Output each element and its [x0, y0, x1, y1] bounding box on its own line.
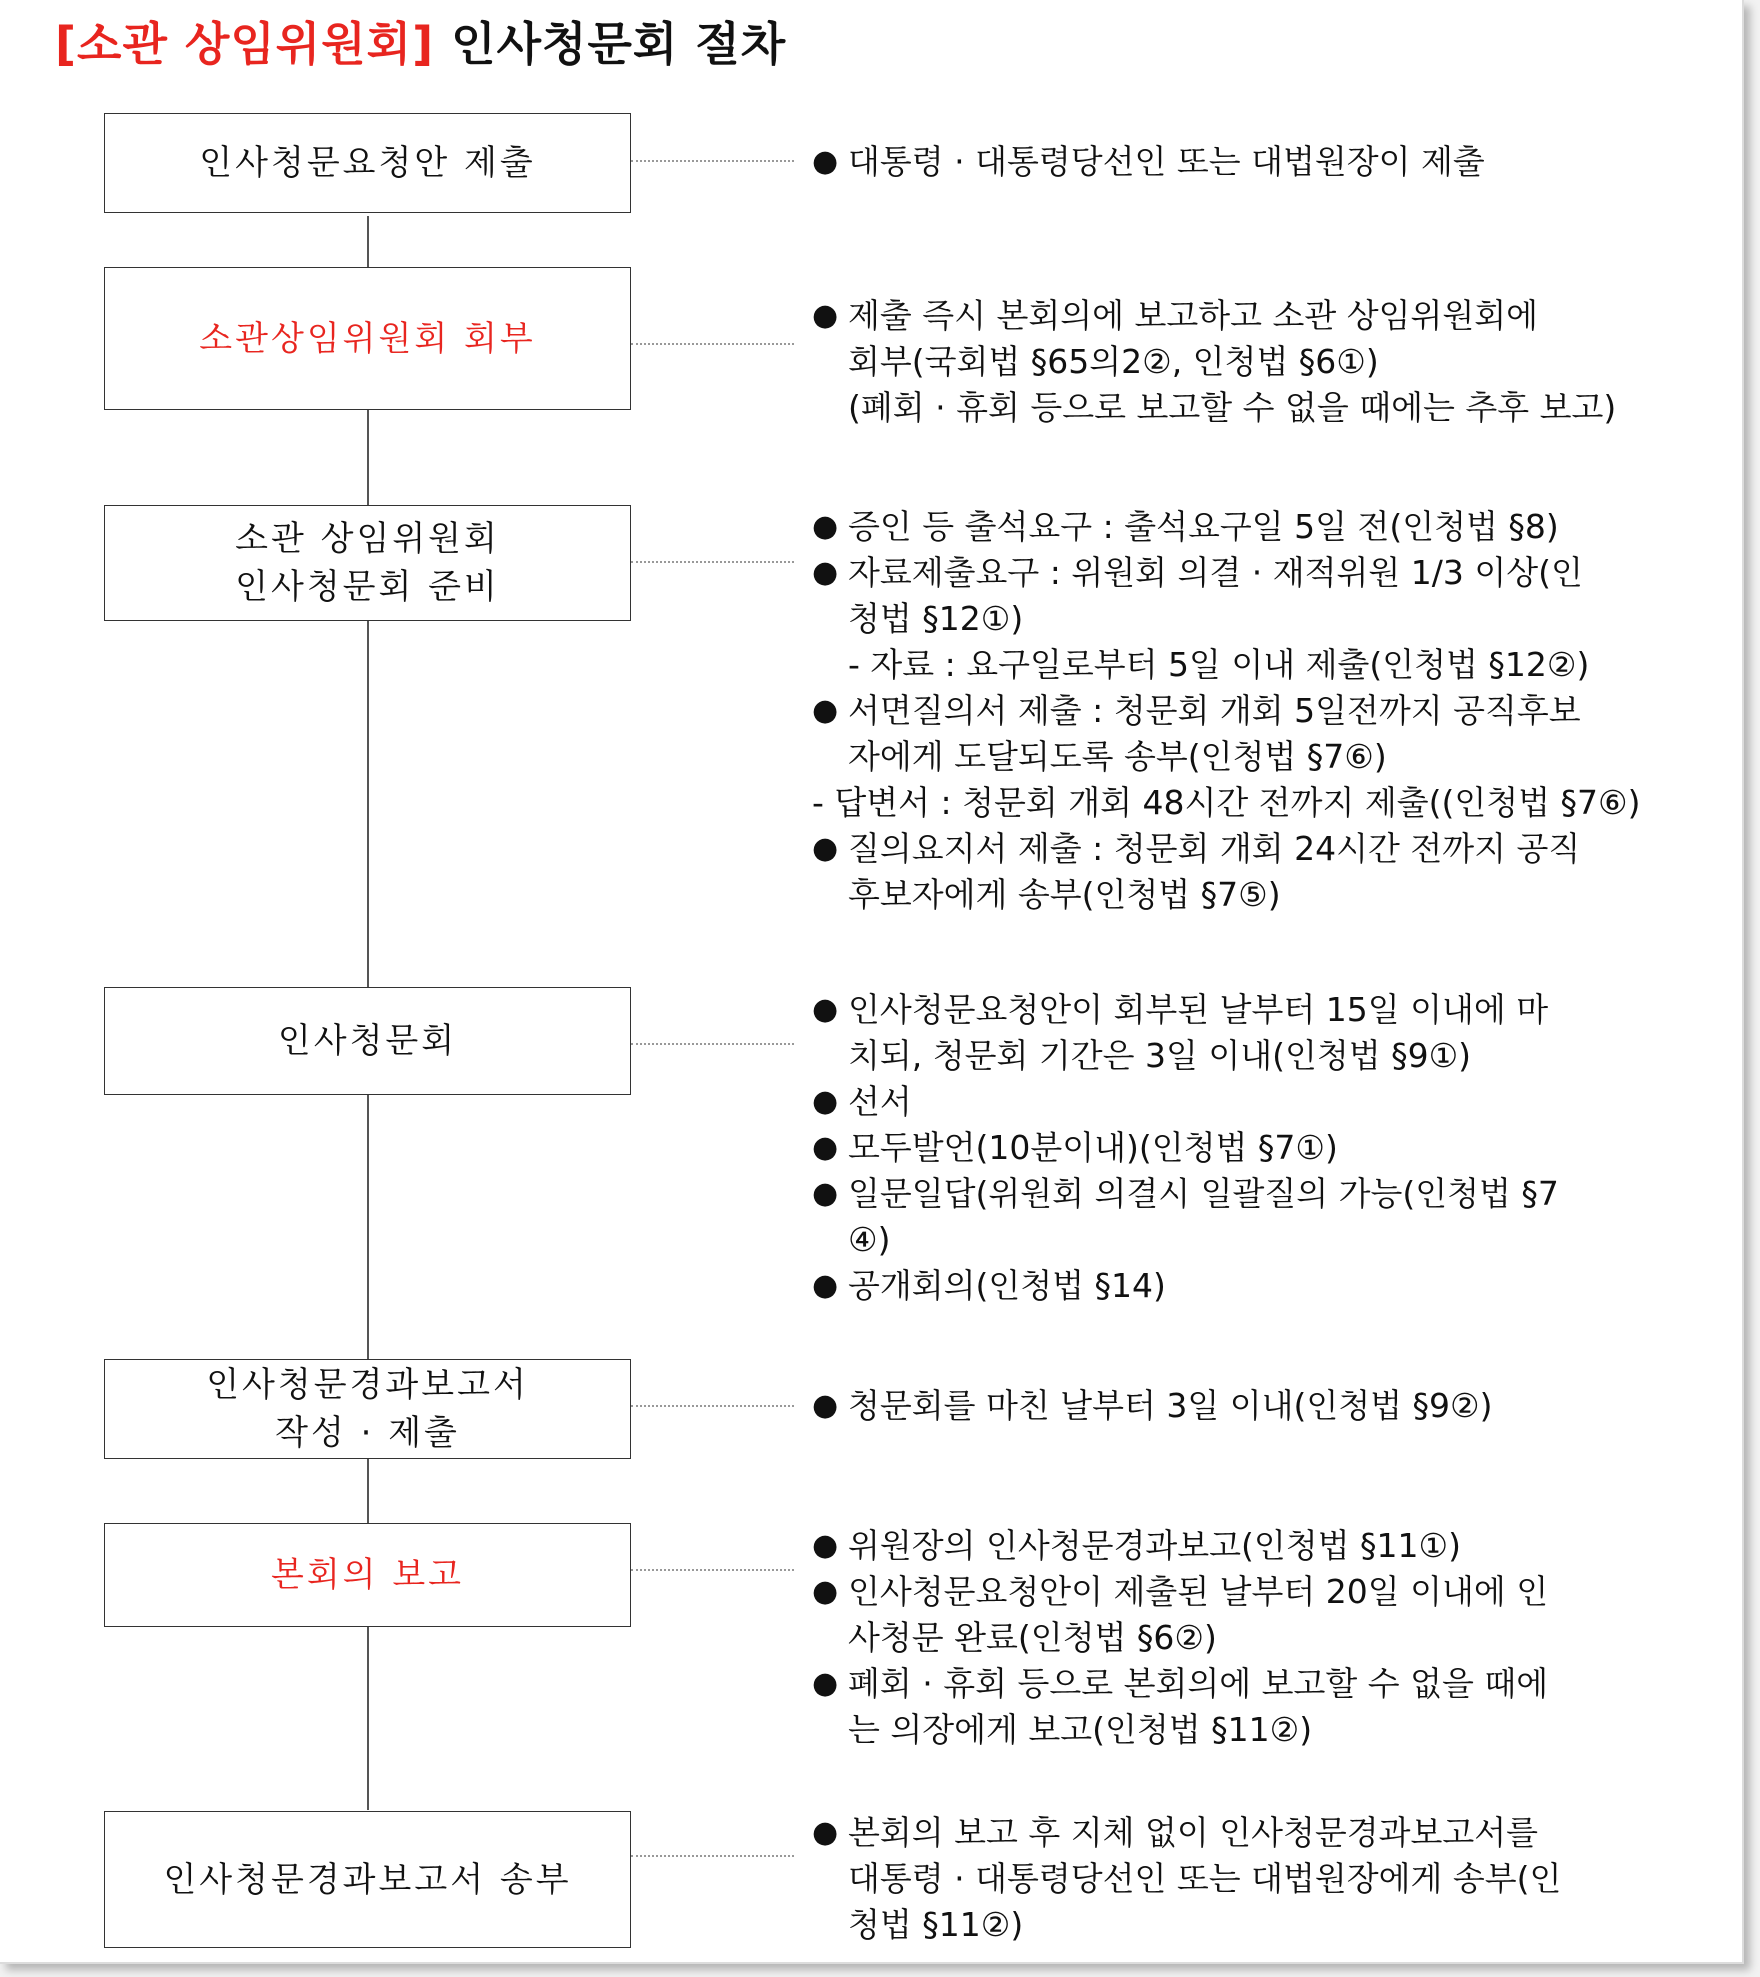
note-item	[812, 1125, 1684, 1171]
bullet-icon: ●	[812, 831, 839, 866]
note-line: 폐회 · 휴회 등으로 본회의에 보고할 수 없을 때에	[848, 1664, 1549, 1703]
note-line: 치되, 청문회 기간은 3일 이내(인청법 §9①)	[848, 1036, 1472, 1075]
note-item	[812, 688, 1684, 780]
bullet-icon: ●	[812, 144, 839, 179]
bullet-icon: ●	[812, 1268, 839, 1303]
title-main: 인사청문회 절차	[451, 17, 787, 71]
note-line: 자료제출요구 : 위원회 의결 · 재적위원 1/3 이상(인	[848, 553, 1583, 592]
note-line: 대통령 · 대통령당선인 또는 대법원장이 제출	[848, 142, 1485, 181]
note-line: 는 의장에게 보고(인청법 §11②)	[848, 1710, 1313, 1749]
step-label: 인사청문경과보고서 송부	[163, 1859, 572, 1900]
bullet-icon: ●	[812, 1176, 839, 1211]
step-box-plenary-report	[104, 1523, 631, 1627]
note-item	[812, 1079, 1684, 1125]
bullet-icon: ●	[812, 992, 839, 1027]
note-item	[812, 780, 1684, 826]
dotted-leader	[631, 160, 794, 162]
note-line: 청법 §11②)	[848, 1905, 1024, 1944]
bullet-icon: ●	[812, 1130, 839, 1165]
bullet-icon: ●	[812, 1084, 839, 1119]
note-line: 자에게 도달되도록 송부(인청법 §7⑥)	[848, 737, 1387, 776]
step-notes-report-delivery	[812, 1810, 1684, 1948]
note-item	[812, 1810, 1684, 1948]
bullet-icon: ●	[812, 1815, 839, 1850]
dotted-leader	[631, 1405, 794, 1407]
note-line: 대통령 · 대통령당선인 또는 대법원장에게 송부(인	[848, 1859, 1562, 1898]
note-item	[812, 139, 1684, 185]
note-line: 청문회를 마친 날부터 3일 이내(인청법 §9②)	[848, 1386, 1493, 1425]
bullet-icon: ●	[812, 1388, 839, 1423]
dotted-leader	[631, 343, 794, 345]
note-item	[812, 1661, 1684, 1753]
step-box-report-delivery	[104, 1811, 631, 1948]
step-notes-plenary-report	[812, 1523, 1684, 1753]
bullet-icon: ●	[812, 693, 839, 728]
step-notes-report-writing	[812, 1383, 1684, 1429]
step-label: 소관상임위원회 회부	[199, 318, 536, 359]
bullet-icon: ●	[812, 1666, 839, 1701]
note-item	[812, 293, 1684, 431]
dotted-leader	[631, 1569, 794, 1571]
note-line: 증인 등 출석요구 : 출석요구일 5일 전(인청법 §8)	[848, 507, 1559, 546]
note-line: 서면질의서 제출 : 청문회 개회 5일전까지 공직후보	[848, 691, 1581, 730]
bullet-icon: ●	[812, 509, 839, 544]
note-item	[812, 1383, 1684, 1429]
step-box-hearing	[104, 987, 631, 1095]
note-line: - 자료 : 요구일로부터 5일 이내 제출(인청법 §12②)	[848, 645, 1590, 684]
note-line: 청법 §12①)	[848, 599, 1024, 638]
page-title	[55, 8, 786, 74]
step-box-report-writing	[104, 1359, 631, 1459]
bullet-icon: ●	[812, 1574, 839, 1609]
step-notes-referral	[812, 293, 1684, 431]
step-notes-hearing	[812, 987, 1684, 1309]
note-line: 회부(국회법 §65의2②, 인청법 §6①)	[848, 342, 1379, 381]
note-line: (폐회 · 휴회 등으로 보고할 수 없을 때에는 추후 보고)	[848, 388, 1617, 427]
dotted-leader	[631, 1855, 794, 1857]
note-line: 공개회의(인청법 §14)	[848, 1266, 1166, 1305]
note-line: 사청문 완료(인청법 §6②)	[848, 1618, 1217, 1657]
note-item	[812, 642, 1684, 688]
note-line: 질의요지서 제출 : 청문회 개회 24시간 전까지 공직	[848, 829, 1581, 868]
step-label: 작성 · 제출	[275, 1413, 460, 1453]
step-label: 본회의 보고	[270, 1555, 465, 1595]
step-label: 인사청문회 준비	[235, 567, 500, 607]
step-box-submit	[104, 113, 631, 213]
note-line: - 답변서 : 청문회 개회 48시간 전까지 제출((인청법 §7⑥)	[812, 783, 1641, 822]
step-notes-submit	[812, 139, 1684, 185]
note-item	[812, 1171, 1684, 1263]
note-item	[812, 1569, 1684, 1661]
step-box-referral	[104, 267, 631, 410]
note-line: 위원장의 인사청문경과보고(인청법 §11①)	[848, 1526, 1461, 1565]
note-item	[812, 1263, 1684, 1309]
dotted-leader	[631, 561, 794, 563]
bullet-icon: ●	[812, 298, 839, 333]
note-line: 선서	[848, 1082, 912, 1121]
step-box-preparation	[104, 505, 631, 621]
note-line: ④)	[848, 1220, 891, 1259]
note-line: 인사청문요청안이 제출된 날부터 20일 이내에 인	[848, 1572, 1549, 1611]
note-line: 모두발언(10분이내)(인청법 §7①)	[848, 1128, 1338, 1167]
note-item	[812, 504, 1684, 550]
note-line: 후보자에게 송부(인청법 §7⑤)	[848, 875, 1281, 914]
step-label: 인사청문경과보고서	[206, 1365, 529, 1405]
bullet-icon: ●	[812, 555, 839, 590]
note-line: 본회의 보고 후 지체 없이 인사청문경과보고서를	[848, 1813, 1539, 1852]
note-line: 일문일답(위원회 의결시 일괄질의 가능(인청법 §7	[848, 1174, 1559, 1213]
note-item	[812, 826, 1684, 918]
bullet-icon: ●	[812, 1528, 839, 1563]
step-notes-preparation	[812, 504, 1684, 918]
note-item	[812, 1523, 1684, 1569]
note-line: 인사청문요청안이 회부된 날부터 15일 이내에 마	[848, 990, 1549, 1029]
note-item	[812, 550, 1684, 642]
step-label: 소관 상임위원회	[235, 519, 500, 559]
step-label: 인사청문회	[277, 1021, 458, 1061]
dotted-leader	[631, 1043, 794, 1045]
step-label: 인사청문요청안 제출	[199, 143, 536, 183]
title-committee: [소관 상임위원회]	[55, 17, 435, 71]
note-item	[812, 987, 1684, 1079]
note-line: 제출 즉시 본회의에 보고하고 소관 상임위원회에	[848, 296, 1539, 335]
